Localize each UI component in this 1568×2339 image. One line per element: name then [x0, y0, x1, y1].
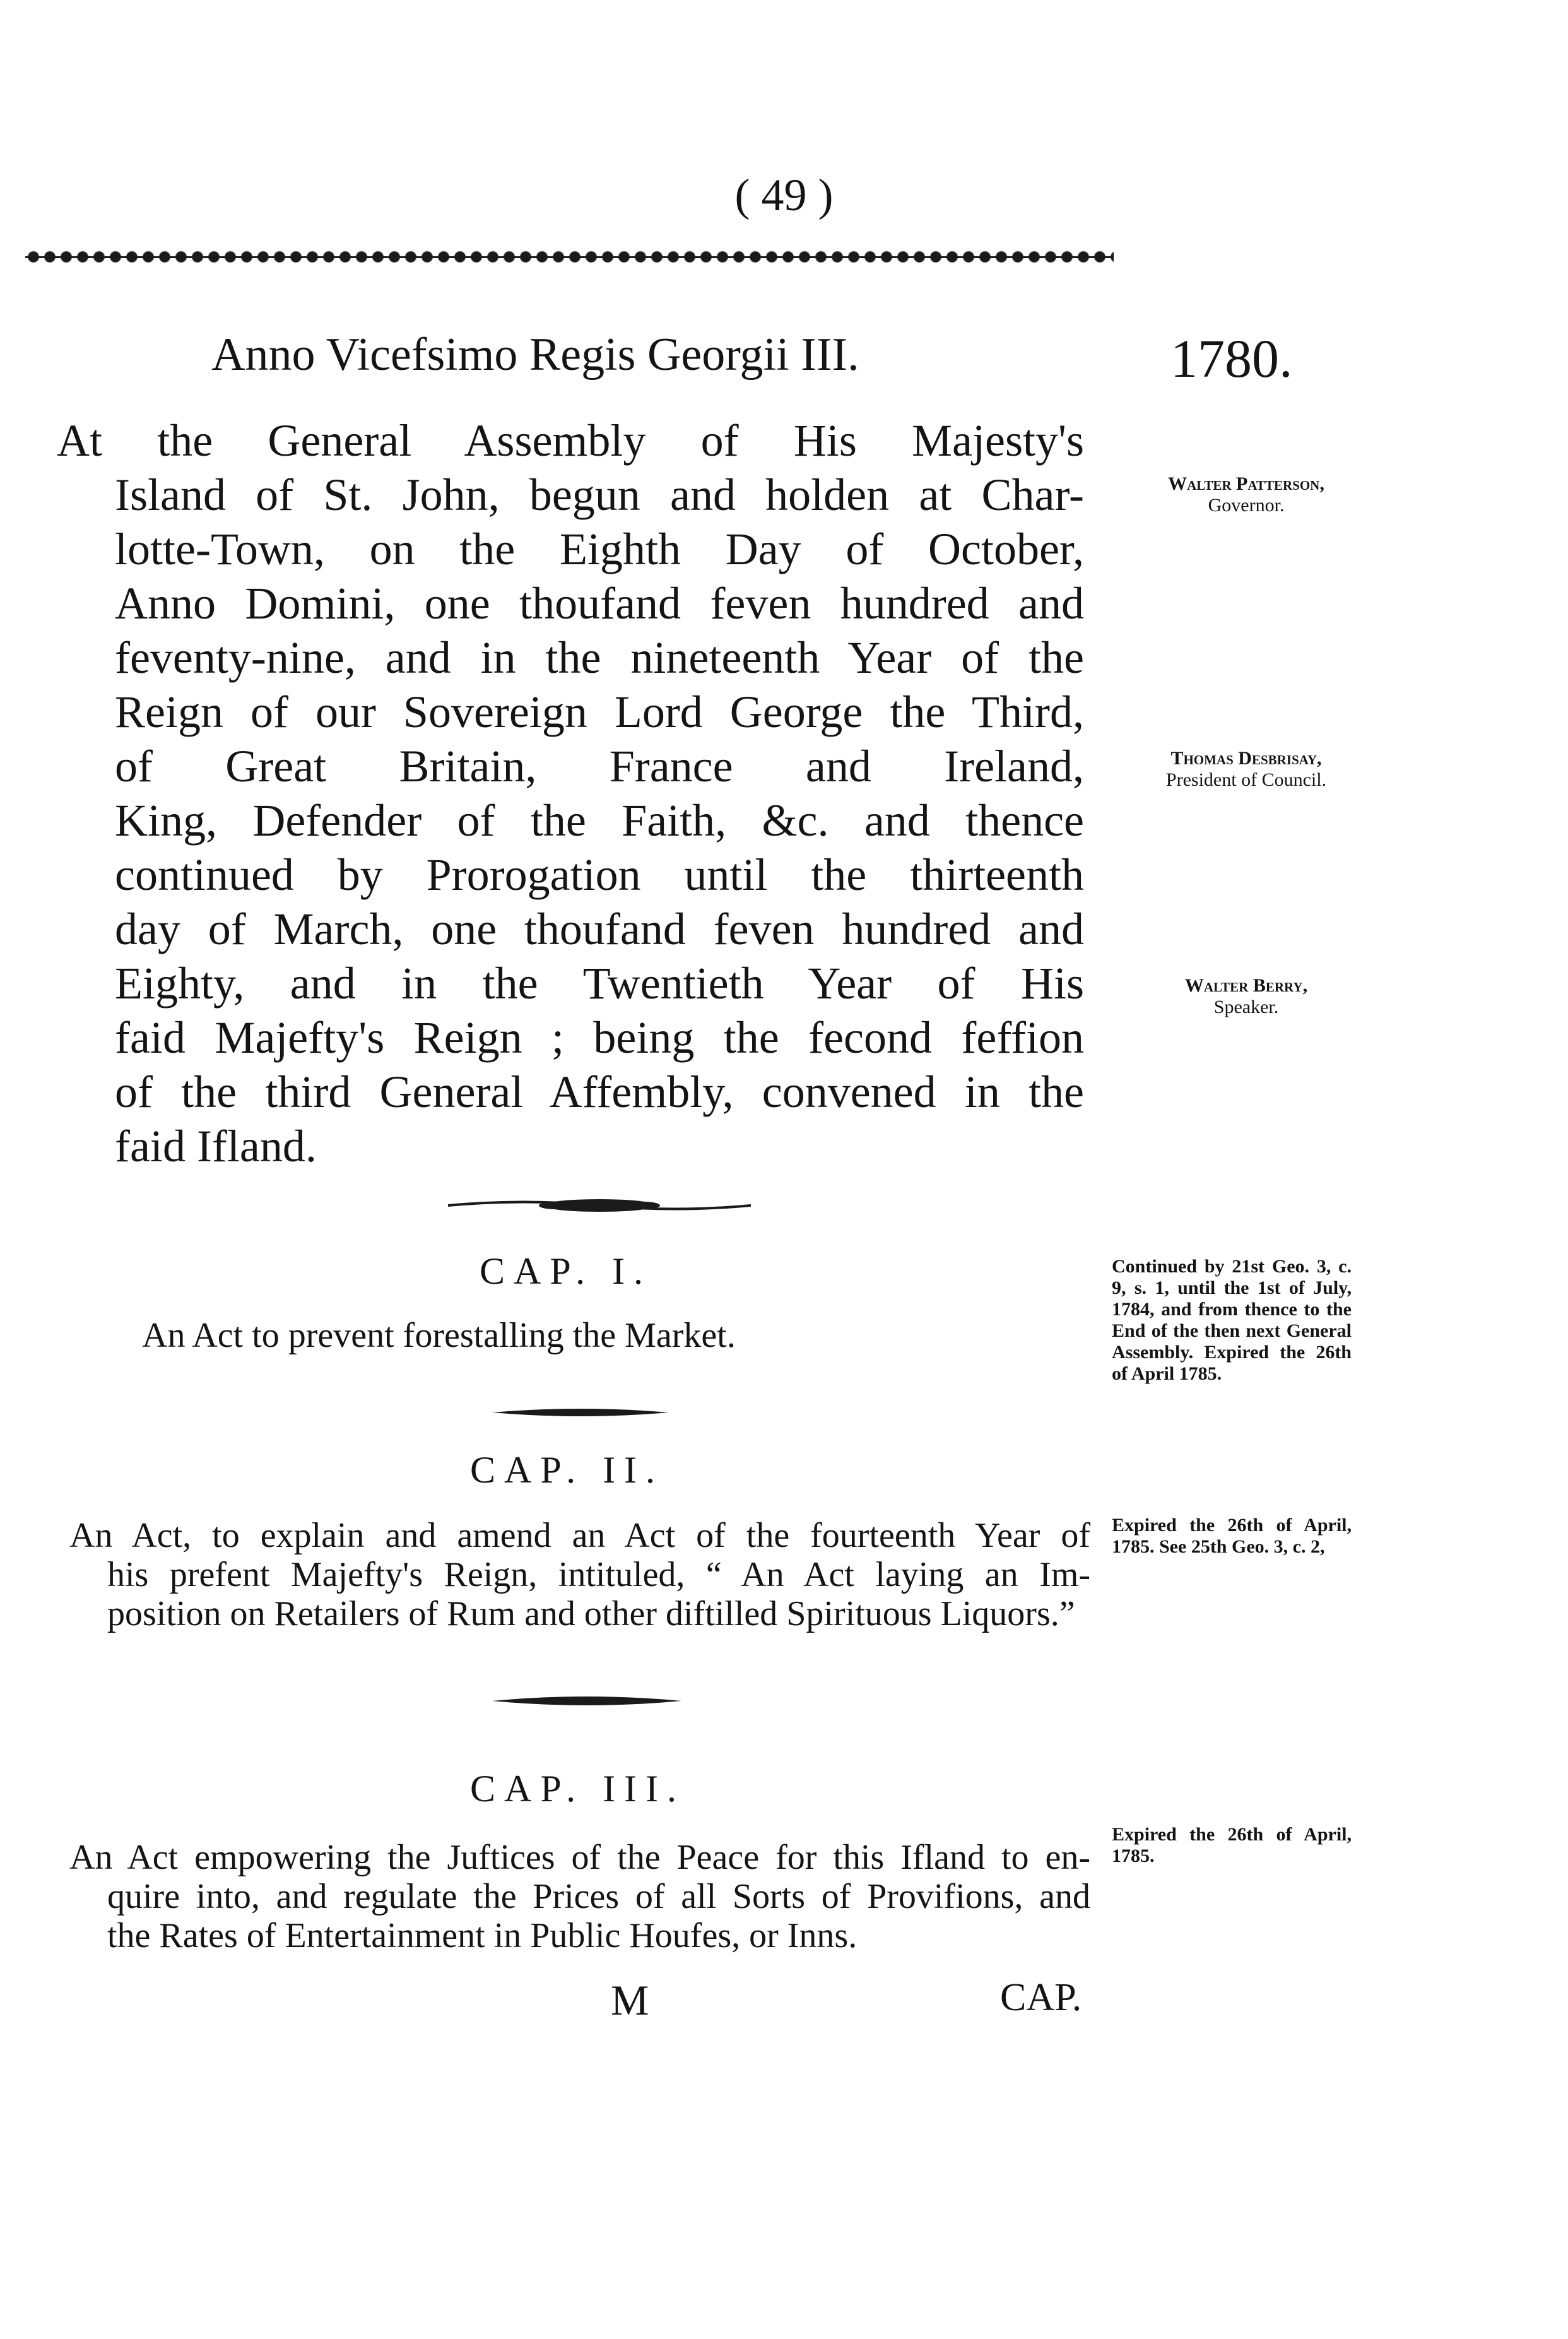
preamble-line: Anno Domini, one thoufand feven hundred and: [115, 578, 1084, 629]
margin-note-cap2: Expired the 26th of April, 1785. See 25th Geo. 3, c. 2,: [1112, 1515, 1352, 1557]
chapter-heading: CAP. III.: [470, 1768, 686, 1809]
margin-note-cap3: Expired the 26th of April, 1785.: [1112, 1824, 1352, 1866]
regnal-year: 1780.: [1170, 328, 1293, 389]
act-title: [69, 1516, 1090, 1633]
preamble-line: feventy-nine, and in the nineteenth Year of the: [115, 632, 1084, 683]
margin-note-president: [1107, 748, 1385, 791]
preamble-line: of the third General Affembly, convened in the: [115, 1067, 1084, 1117]
thick-rule: [492, 1406, 669, 1419]
preamble: [57, 413, 1084, 1173]
preamble-line: Reign of our Sovereign Lord George the Third,: [115, 687, 1084, 737]
chapter-heading: CAP. II.: [470, 1449, 664, 1491]
speaker-name: Walter Berry,: [1184, 975, 1308, 996]
flourish-ornament: [448, 1196, 751, 1215]
act-title-line: his prefent Majefty's Reign, intituled, “ An Act laying an Im-: [107, 1555, 1090, 1594]
preamble-line: At the General Assembly of His Majesty's: [57, 415, 1084, 466]
preamble-line: faid Majefty's Reign ; being the fecond feffion: [115, 1012, 1084, 1063]
act-title-line: An Act, to explain and amend an Act of the fourteenth Year of: [69, 1516, 1090, 1555]
act-title-line: position on Retailers of Rum and other diftilled Spirituous Liquors.”: [107, 1594, 1075, 1633]
act-title-line: the Rates of Entertainment in Public Houfes, or Inns.: [107, 1916, 858, 1955]
governor-name: Walter Patterson,: [1168, 473, 1324, 494]
preamble-line: continued by Prorogation until the thirteenth: [115, 850, 1084, 900]
chapter-heading: CAP. I.: [480, 1250, 652, 1292]
preamble-line: Eighty, and in the Twentieth Year of His: [115, 958, 1084, 1009]
catchword: CAP.: [1000, 1976, 1082, 2019]
ornament-rule: [25, 249, 1114, 266]
president-role: President of Council.: [1165, 769, 1327, 790]
act-title-line: An Act empowering the Juftices of the Peace for this Ifland to en-: [69, 1838, 1090, 1877]
margin-note-governor: [1107, 473, 1385, 516]
page-number: ( 49 ): [734, 170, 834, 220]
preamble-line: of Great Britain, France and Ireland,: [115, 741, 1084, 791]
preamble-line: King, Defender of the Faith, &c. and thence: [115, 795, 1084, 846]
act-title-line: quire into, and regulate the Prices of all Sorts of Provifions, and: [107, 1877, 1090, 1916]
act-title: An Act to prevent forestalling the Market.: [142, 1316, 736, 1355]
regnal-title: Anno Vicefsimo Regis Georgii III.: [211, 329, 859, 381]
preamble-line: faid Ifland.: [115, 1121, 317, 1171]
margin-note-cap1: Continued by 21st Geo. 3, c. 9, s. 1, until the 1st of July, 1784, and from thence to the End of the then next General Assembly. Expired the 26th of April 1785.: [1112, 1256, 1352, 1384]
preamble-line: day of March, one thoufand feven hundred and: [115, 904, 1084, 954]
speaker-role: Speaker.: [1213, 997, 1279, 1017]
act-title: [69, 1838, 1090, 1955]
signature-mark: M: [611, 1976, 649, 2024]
preamble-line: lotte-Town, on the Eighth Day of October,: [115, 524, 1084, 574]
governor-role: Governor.: [1208, 495, 1285, 516]
preamble-line: Island of St. John, begun and holden at Char-: [115, 470, 1084, 520]
thick-rule: [492, 1694, 681, 1708]
president-name: Thomas Desbrisay,: [1170, 748, 1322, 769]
margin-note-speaker: [1107, 975, 1385, 1018]
